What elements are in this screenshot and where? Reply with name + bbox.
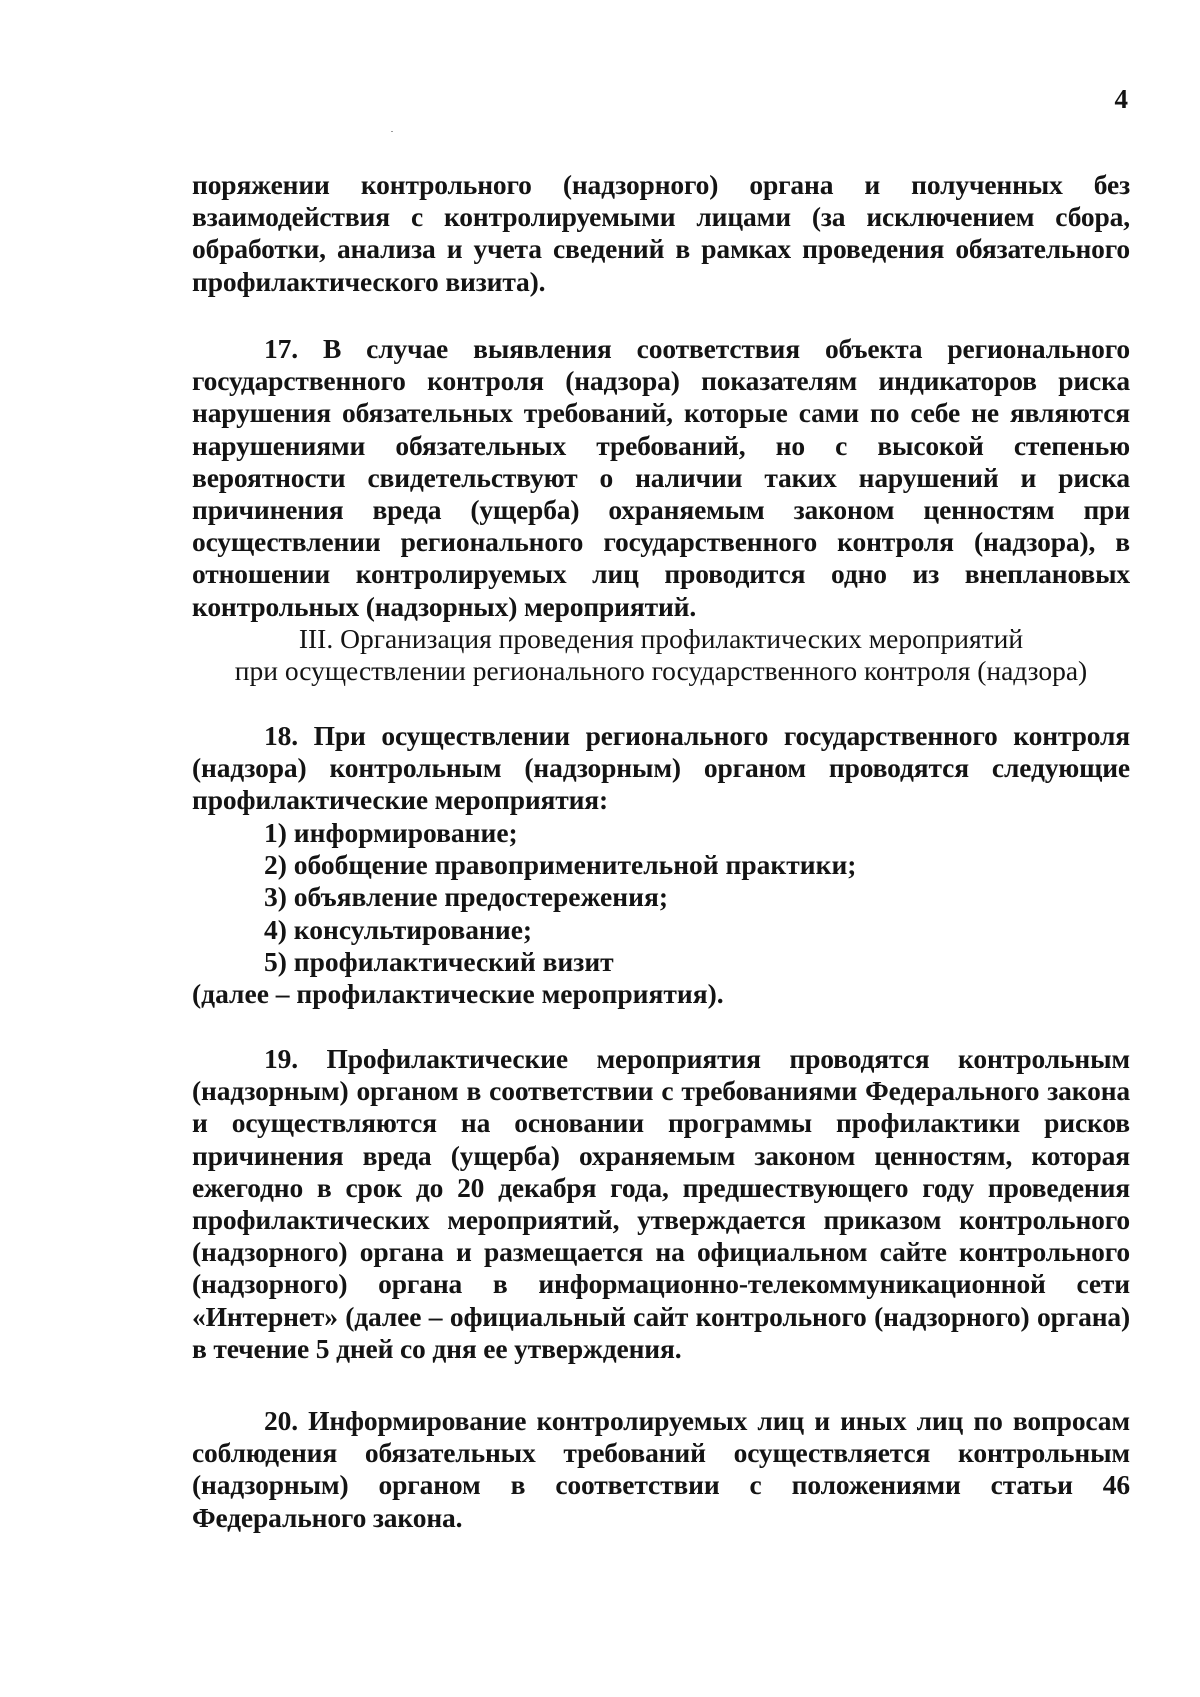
list-tail: (далее – профилактические мероприятия).: [192, 978, 724, 1010]
section-heading: [192, 623, 1130, 687]
measures-list: [192, 817, 1130, 1010]
continuation-text: поряжении контрольного (надзорного) органа и полученных без взаимодействия с контролируемыми лицами (за исключением сбора, обработки, анализа и учета сведений в рамках проведения обязательного профилактического визита).: [192, 169, 1130, 297]
paragraph-17: [192, 333, 1130, 623]
scan-speck: [391, 131, 393, 132]
list-item: 5) профилактический визит: [264, 945, 614, 977]
page-number: 4: [1114, 84, 1128, 114]
paragraph-18: [192, 720, 1130, 817]
paragraph-20: [192, 1405, 1130, 1534]
paragraph-20-text: 20. Информирование контролируемых лиц и иных лиц по вопросам соблюдения обязательных требований осуществляется контрольным (надзорным) органом в соответствии с положениями статьи 46 Федерального закона.: [192, 1405, 1130, 1533]
section-heading-line-2: при осуществлении регионального государственного контроля (надзора): [234, 655, 1088, 687]
paragraph-19-text: 19. Профилактические мероприятия проводятся контрольным (надзорным) органом в соответствии с требованиями Федерального закона и осуществляются на основании программы профилактики рисков причинения вреда (ущерба) охраняемым законом ценностям, которая ежегодно в срок до 20 декабря года, предшествующего году проведения профилактических мероприятий, утверждается приказом контрольного (надзорного) органа и размещается на официальном сайте контрольного (надзорного) органа в информационно-телекоммуникационной сети «Интернет» (далее – официальный сайт контрольного (надзорного) органа) в течение 5 дней со дня ее утверждения.: [192, 1043, 1130, 1364]
paragraph-18-text: 18. При осуществлении регионального государственного контроля (надзора) контрольным (надзорным) органом проводятся следующие профилактические мероприятия:: [192, 720, 1130, 816]
list-item: 1) информирование;: [264, 817, 518, 848]
paragraph-19: [192, 1043, 1130, 1365]
list-item: 2) обобщение правоприменительной практики;: [264, 849, 857, 881]
continuation-paragraph: [192, 169, 1130, 298]
list-item: 4) консультирование;: [264, 913, 533, 945]
paragraph-17-text: 17. В случае выявления соответствия объекта регионального государственного контроля (надзора) показателям индикаторов риска нарушения обязательных требований, которые сами по себе не являются нарушениями обязательных требований, но с высокой степенью вероятности свидетельствуют о наличии таких нарушений и риска причинения вреда (ущерба) охраняемым законом ценностям при осуществлении регионального государственного контроля (надзора), в отношении контролируемых лиц проводится одно из внеплановых контрольных (надзорных) мероприятий.: [192, 333, 1130, 622]
list-item: 3) объявление предостережения;: [264, 881, 668, 913]
section-heading-line-1: III. Организация проведения профилактических мероприятий: [298, 623, 1024, 654]
